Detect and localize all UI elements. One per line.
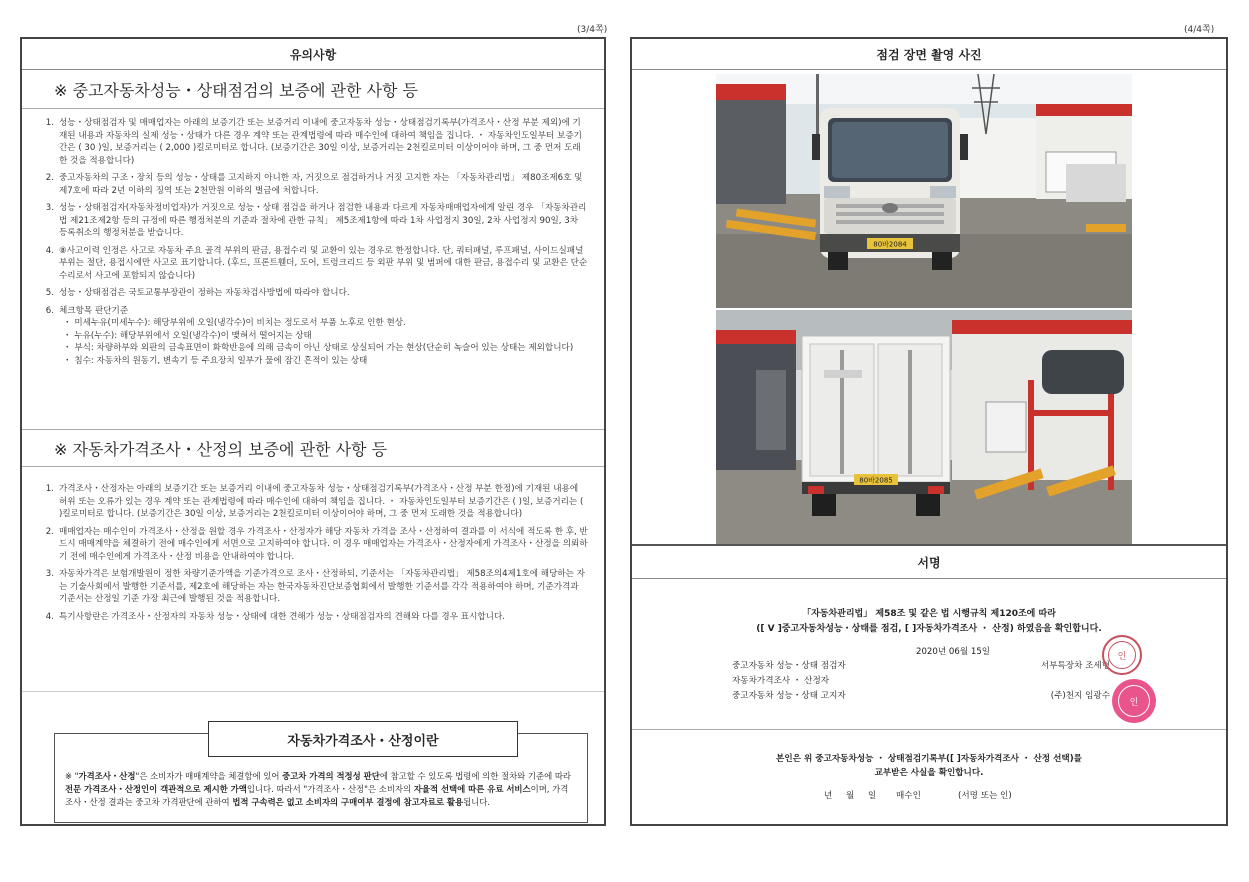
truck-front-photo <box>716 74 1132 308</box>
notice-title: 자동차가격조사・산정이란 <box>208 721 518 757</box>
role-price-surveyor: 자동차가격조사 ・ 산정자 <box>732 676 830 686</box>
section2-item <box>36 611 588 624</box>
inspection-photo-rear <box>716 310 1132 544</box>
section1-item <box>36 172 588 197</box>
item-number: 5. <box>45 288 54 298</box>
notes-header: 유의사항 <box>22 39 604 70</box>
item-text <box>59 526 588 564</box>
seal-mark-1: 인 <box>1108 641 1136 669</box>
signature-roles <box>732 659 846 704</box>
front-plate: 80바2084 <box>873 240 907 249</box>
item-number: 3. <box>45 569 54 579</box>
month-label: 월 <box>846 791 855 801</box>
role-notifier: 중고자동차 성능・상태 고지자 <box>732 691 846 701</box>
buyer-sign-line <box>824 789 1012 801</box>
section1-title: ※ 중고자동차성능・상태점검의 보증에 관한 사항 등 <box>22 70 604 109</box>
item-body: 자동차가격은 보험개발원이 정한 차량기준가액을 기준가격으로 조사・산정하되, 기준서는 「자동차관리법」 제58조의4제1호에 해당하는 자는 기술사회에서 발행한 기준서를, 제2호에 해당하는 자는 한국자동차진단보증협회에서 발행한 기준서를 각각 적용하여야 하며, 기준가격과 기준서는 산정일 기준 가장 최근에 발행된 것을 적용합니다. <box>59 569 585 604</box>
item-number: 4. <box>45 245 54 256</box>
item-number: 2. <box>45 526 54 537</box>
section2-list <box>22 475 604 628</box>
section2-item <box>36 526 588 564</box>
signature-date: 2020년 06월 15일 <box>916 647 991 657</box>
page-number-left: (3/4쪽) <box>577 25 608 35</box>
item-number: 3. <box>45 203 54 213</box>
item-text <box>59 483 588 521</box>
item-number: 4. <box>45 611 54 622</box>
item-text <box>59 287 588 300</box>
section1-item <box>36 117 588 167</box>
notice-text: ※ "가격조사・산정"은 소비자가 매매계약을 체결함에 있어 중고차 가격의 적정성 판단에 참고할 수 있도록 법령에 의한 절차와 기준에 따라 전문 가격조사・산정인이 객관적으로 제시한 가액입니다. 따라서 "가격조사・산정"은 소비자의 자율적 선택에 따른 유료 서비스이며, 가격조사・산정 결과는 중고차 가격판단에 관하여 법적 구속력은 없고 소비자의 구매여부 결정에 참고자료로 활용됩니다. <box>65 771 572 807</box>
item-body: 특기사항란은 가격조사・산정자의 자동차 성능・상태에 대한 견해가 성능・상태점검자의 견해와 다를 경우 표시합니다. <box>59 611 506 622</box>
item-text <box>59 611 588 624</box>
section2-item <box>36 483 588 521</box>
year-label: 년 <box>824 791 833 801</box>
section1-item <box>36 202 588 240</box>
price-survey-notice-box <box>54 733 588 823</box>
seal-stamp-inspector <box>1102 635 1142 675</box>
photo-signature-panel <box>630 37 1228 826</box>
buyer-label: 매수인 <box>896 791 921 801</box>
section2-item <box>36 568 588 606</box>
item-body: 체크항목 판단기준 <box>59 305 129 316</box>
item-body: 성능・상태점검은 국토교통부장관이 정하는 자동차검사방법에 따라야 합니다. <box>59 288 350 298</box>
inspection-photo-front <box>716 74 1132 308</box>
name-price-surveyor <box>1024 674 1110 689</box>
section1-item <box>36 305 588 368</box>
item-text <box>59 305 588 368</box>
item-body: 가격조사・산정자는 아래의 보증기간 또는 보증거리 이내에 중고자동차 성능・상태점검기록부(가격조사・산정 부분 한정)에 기재된 내용에 허위 또는 오류가 있는 경우 계약 또는 관계법령에 따라 매수인에 대하여 책임을 집니다. ・ 자동차인도일부터 보증기간은 ( )일, 보증거리는 ( )킬로미터로 합니다. (보증기간은 30일 이상, 보증거리는 2천킬로미터 이상이어야 하며, 그 중 먼저 도래한 것을 적용합니다) <box>59 484 584 519</box>
criteria-item: ・ 미세누유(미세누수): 해당부위에 오일(냉각수)이 비치는 정도로서 부품 노후로 인한 현상. <box>63 318 406 328</box>
item-number: 6. <box>45 305 54 316</box>
criteria-item: ・ 누유(누수): 해당부위에서 오일(냉각수)이 맺혀서 떨어지는 상태 <box>63 330 312 341</box>
section1-item <box>36 245 588 283</box>
section2-title: ※ 자동차가격조사・산정의 보증에 관한 사항 등 <box>22 429 604 467</box>
criteria-item: ・ 침수: 자동차의 원동기, 변속기 등 주요장치 일부가 물에 잠긴 흔적이 있는 상태 <box>63 355 368 366</box>
seal-mark-2: 인 <box>1118 685 1150 717</box>
legal-line-1: 「자동차관리법」 제58조 및 같은 법 시행규칙 제120조에 따라 <box>802 609 1056 619</box>
item-body: 중고자동차의 구조・장치 등의 성능・상태를 고지하지 아니한 자, 거짓으로 점검하거나 거짓 고지한 자는 「자동차관리법」 제80조제6호 및 제7호에 따라 2년 이하의 징역 또는 2천만원 이하의 벌금에 처합니다. <box>59 173 583 196</box>
truck-rear-photo <box>716 310 1132 544</box>
name-inspector: 서부특장차 조세형 <box>1040 661 1110 671</box>
item-number: 1. <box>45 484 54 494</box>
item-body: 성능・상태점검자 및 매매업자는 아래의 보증기간 또는 보증거리 이내에 중고자동차 성능・상태점검기록부(가격조사・산정 부분 제외)에 기재된 내용과 자동차의 실제 성능・상태가 다른 경우 계약 또는 관계법령에 따라 매수인에 대하여 책임을 집니다. ・ 자동차인도일부터 보증기간은 ( 30 )일, 보증거리는 ( 2,000 )킬로미터로 합니다. (보증기간은 30일 이상, 보증거리는 2천킬로미터 이상이어야 하며, 그 중 먼저 도래한 것을 적용합니다) <box>59 118 582 166</box>
rear-plate: 80바2085 <box>859 476 893 485</box>
item-body: 성능・상태점검자(자동차정비업자)가 거짓으로 성능・상태 점검을 하거나 점검한 내용과 다르게 자동차매매업자에게 알린 경우 「자동차관리법 제21조제2항 등의 규정에 따른 행정처분의 기준과 절차에 관한 규칙」 제5조제1항에 따라 1차 사업정지 30일, 2차 사업정지 90일, 3차 등록취소의 행정처분을 받습니다. <box>59 203 587 238</box>
signature-header: 서명 <box>632 546 1226 579</box>
seal-stamp-notifier <box>1112 679 1156 723</box>
legal-line-2: ([ V ]중고자동차성능・상태를 점검, [ ]자동차가격조사 ・ 산정) 하였음을 확인합니다. <box>756 624 1102 634</box>
item-number: 1. <box>45 118 54 128</box>
item-text <box>59 245 588 283</box>
signature-names <box>1024 659 1110 704</box>
item-text <box>59 202 588 240</box>
sign-label: (서명 또는 인) <box>958 791 1012 801</box>
section1-list <box>22 109 604 367</box>
confirm-line-2: 교부받은 사실을 확인합니다. <box>874 768 984 778</box>
day-label: 일 <box>868 791 877 801</box>
item-body: 매매업자는 매수인이 가격조사・산정을 원할 경우 가격조사・산정자가 해당 자동차 가격을 조사・산정하여 결과를 이 서식에 적도록 한 후, 반드시 매매계약을 체결하기 전에 매수인에게 서면으로 고지하여야 합니다. 이 경우 매매업자는 가격조사・산정자에게 가격조사・산정을 의뢰하기 전에 매수인에게 가격조사・산정 비용을 안내하여야 합니다. <box>59 526 588 562</box>
divider <box>22 691 604 692</box>
name-notifier: (주)천지 임광수 <box>1050 691 1110 701</box>
item-text <box>59 172 588 197</box>
confirm-line-1: 본인은 위 중고자동차성능 ・ 상태점검기록부([ ]자동차가격조사 ・ 산정 선택)를 <box>776 754 1082 764</box>
notes-panel <box>20 37 606 826</box>
item-body: ⑧사고이력 인정은 사고로 자동차 주요 골격 부위의 판금, 용접수리 및 교환이 있는 경우로 한정합니다. 단, 쿼터패널, 루프패널, 사이드실패널 부위는 절단, 용접시에만 사고로 표기합니다. (후드, 프론트휀더, 도어, 트렁크리드 등 외판 부위 및 범퍼에 대한 판금, 용접수리 및 교환은 단순수리로서 사고에 포함되지 않습니다) <box>59 245 588 281</box>
divider <box>632 729 1226 730</box>
item-number: 2. <box>45 173 54 183</box>
buyer-confirmation <box>632 752 1226 780</box>
legal-statement <box>632 607 1226 637</box>
item-text <box>59 117 588 167</box>
section1-item <box>36 287 588 300</box>
criteria-item: ・ 부식: 차량하부와 외판의 금속표면이 화학반응에 의해 금속이 아닌 상태로 상실되어 가는 현상(단순히 녹슬어 있는 상태는 제외합니다) <box>63 343 574 353</box>
role-inspector: 중고자동차 성능・상태 점검자 <box>732 661 846 671</box>
item-text <box>59 568 588 606</box>
photo-header: 점검 장면 촬영 사진 <box>632 39 1226 70</box>
page-number-right: (4/4쪽) <box>1184 25 1215 35</box>
